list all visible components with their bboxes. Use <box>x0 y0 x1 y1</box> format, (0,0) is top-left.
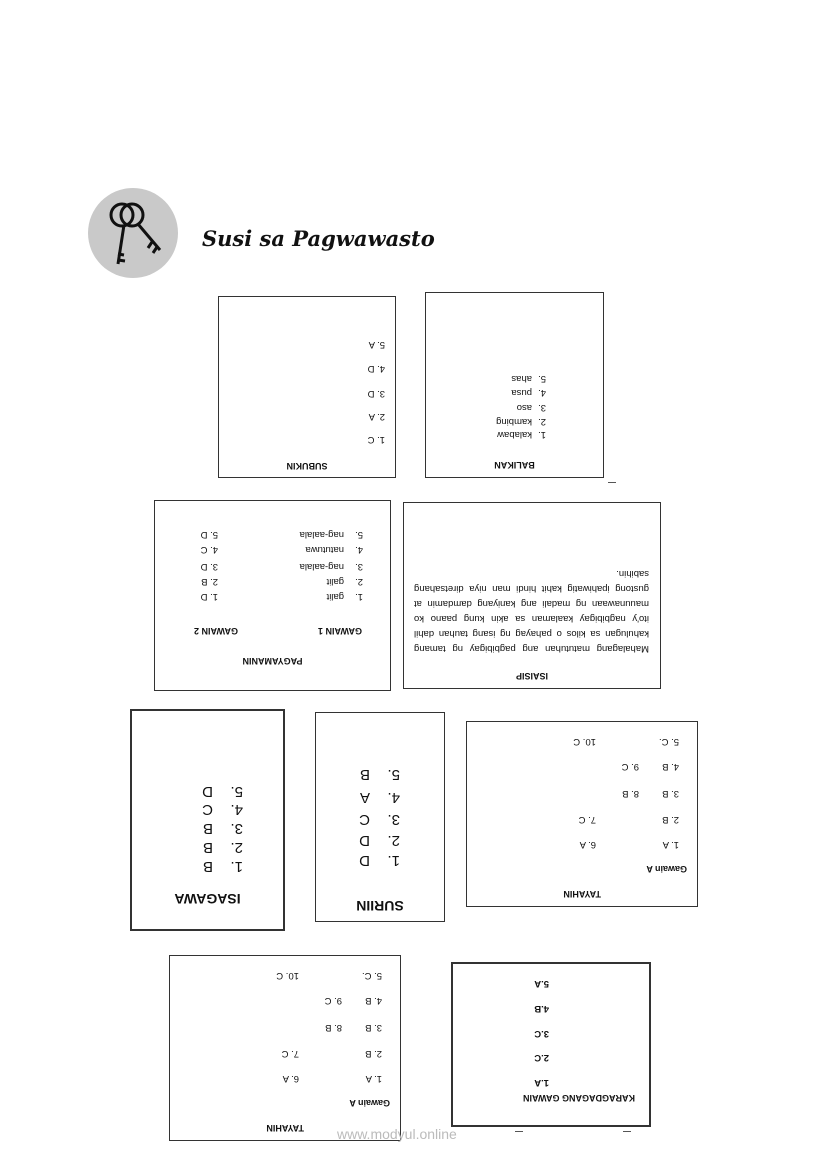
item-number: 1. <box>355 591 363 602</box>
answer: 3.C <box>534 1028 549 1039</box>
answer: 10. C <box>573 736 596 747</box>
answer: 1. C <box>367 434 385 445</box>
answer: B <box>202 839 213 856</box>
answer: kambing <box>496 416 532 427</box>
karagdagang-gawain-title: KARAGDAGANG GAWAIN <box>523 1093 635 1103</box>
answer: B <box>202 858 213 875</box>
pagyamanin-title: PAGYAMANIN <box>242 656 303 666</box>
keys-icon <box>88 188 178 278</box>
answer: 9. C <box>621 761 639 772</box>
page-title: Susi sa Pagwawasto <box>202 226 435 251</box>
answer: D <box>359 832 370 849</box>
answer: A <box>359 789 370 806</box>
answer: D <box>202 783 213 800</box>
tayahin-box-2 <box>169 955 401 1141</box>
divider <box>608 482 616 483</box>
item-number: 5. <box>387 766 400 783</box>
answer: 4. D <box>367 363 385 374</box>
watermark: www.modyul.online <box>337 1126 457 1142</box>
gawain-a-label: Gawain A <box>349 1098 390 1108</box>
item-number: 2. <box>230 839 243 856</box>
item-number: 3. <box>538 402 546 413</box>
answer: 7. C <box>281 1048 299 1059</box>
answer: 4. B <box>662 761 679 772</box>
isaisip-title: ISAISIP <box>516 671 549 681</box>
divider <box>515 1131 523 1132</box>
answer: 5. A <box>368 339 385 350</box>
answer: B <box>359 766 370 783</box>
answer: 3. D <box>200 561 218 572</box>
subukin-title: SUBUKIN <box>286 461 328 471</box>
answer: nag-aalala <box>299 529 344 540</box>
item-number: 1. <box>230 858 243 875</box>
answer: 4. B <box>365 995 382 1006</box>
item-number: 2. <box>538 416 546 427</box>
karagdagang-gawain-box <box>451 962 651 1127</box>
gawain2-heading: GAWAIN 2 <box>193 626 238 636</box>
tayahin-box <box>466 721 698 907</box>
answer: 8. B <box>325 1022 342 1033</box>
answer: galit <box>326 576 344 587</box>
isagawa-box <box>130 709 285 931</box>
isaisip-paragraph: Mahalagang matutuhan ang pagbibigay ng tamang kahulugan sa kilos o pahayag ng isang tauhan dahil ito'y nagbibigay kaalaman sa akin kung paano ko mauunawaan ng madali ang kaniyang damdamin at gustong ipahiwatig kahit hindi man niya diretsahang sabihin. <box>414 568 649 654</box>
answer: 4.B <box>534 1003 549 1014</box>
answer: natutuwa <box>305 544 344 555</box>
answer: 2. B <box>201 576 218 587</box>
item-number: 5. <box>230 783 243 800</box>
answer: ahas <box>511 373 532 384</box>
item-number: 1. <box>387 852 400 869</box>
answer: 5. D <box>200 529 218 540</box>
balikan-box <box>425 292 604 478</box>
answer: 5. C. <box>658 736 679 747</box>
answer: D <box>359 852 370 869</box>
answer: 1. D <box>200 591 218 602</box>
answer: 4. C <box>200 544 218 555</box>
item-number: 2. <box>387 832 400 849</box>
answer: galit <box>326 591 344 602</box>
answer: 6. A <box>579 839 596 850</box>
answer: 2. A <box>368 411 385 422</box>
gawain1-heading: GAWAIN 1 <box>317 626 362 636</box>
answer: 9. C <box>324 995 342 1006</box>
item-number: 5. <box>355 529 363 540</box>
item-number: 5. <box>538 373 546 384</box>
isagawa-title: ISAGAWA <box>174 891 241 907</box>
gawain-a-label: Gawain A <box>646 864 687 874</box>
item-number: 4. <box>387 789 400 806</box>
suriin-box <box>315 712 445 922</box>
answer: 6. A <box>282 1073 299 1084</box>
answer: aso <box>516 402 532 413</box>
item-number: 3. <box>230 820 243 837</box>
answer: 10. C <box>276 970 299 981</box>
answer: pusa <box>511 387 532 398</box>
answer: 2. B <box>662 814 679 825</box>
answer: 5. C. <box>361 970 382 981</box>
answer: 3. D <box>367 388 385 399</box>
answer: 2. B <box>365 1048 382 1059</box>
answer: 1.A <box>534 1077 549 1088</box>
answer: kalabaw <box>497 429 532 440</box>
answer: 1. A <box>662 839 679 850</box>
answer: 5.A <box>534 978 549 989</box>
item-number: 4. <box>230 801 243 818</box>
item-number: 3. <box>355 561 363 572</box>
tayahin-title: TAYAHIN <box>266 1123 304 1133</box>
answer: 7. C <box>578 814 596 825</box>
item-number: 1. <box>538 429 546 440</box>
pagyamanin-box <box>154 500 391 691</box>
balikan-title: BALIKAN <box>494 460 535 470</box>
answer: 2.C <box>534 1052 549 1063</box>
isaisip-box <box>403 502 661 689</box>
answer: C <box>202 801 213 818</box>
answer: C <box>359 811 370 828</box>
answer: B <box>202 820 213 837</box>
item-number: 2. <box>355 576 363 587</box>
item-number: 4. <box>355 544 363 555</box>
item-number: 3. <box>387 811 400 828</box>
answer: 8. B <box>622 788 639 799</box>
answer: nag-aalala <box>299 561 344 572</box>
item-number: 4. <box>538 387 546 398</box>
suriin-title: SURIIN <box>356 898 404 914</box>
tayahin-title: TAYAHIN <box>563 889 601 899</box>
divider <box>623 1131 631 1132</box>
answer: 3. B <box>662 788 679 799</box>
answer: 1. A <box>365 1073 382 1084</box>
answer: 3. B <box>365 1022 382 1033</box>
subukin-box <box>218 296 396 478</box>
